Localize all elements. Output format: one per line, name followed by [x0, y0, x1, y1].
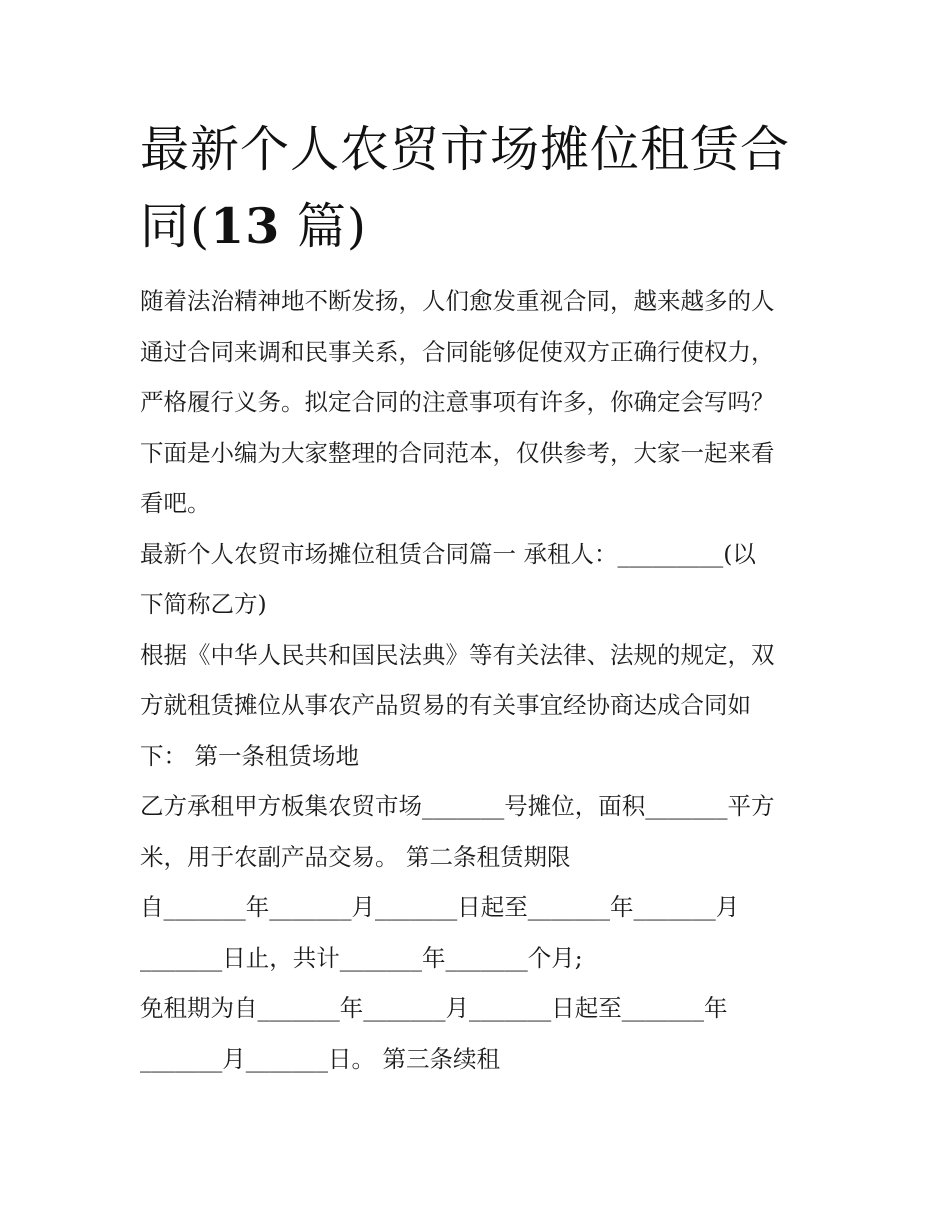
document-body: [140, 276, 820, 1084]
body-line: 免租期为自_______年_______月_______日起至_______年: [140, 994, 728, 1022]
title-line-2-suffix: 篇): [280, 198, 368, 255]
body-line: _______日止，共计_______年_______个月;: [140, 943, 583, 972]
body-line: 自_______年_______月_______日起至_______年_______月: [140, 893, 740, 921]
title-line-1: 最新个人农贸市场摊位租赁合: [140, 121, 791, 178]
title-article-count: 13: [210, 197, 281, 255]
clause-heading-line: _______月_______日。 第三条续租: [140, 1044, 500, 1073]
body-line: 乙方承租甲方板集农贸市场_______号摊位，面积_______平方: [140, 792, 775, 820]
section-heading-line: 最新个人农贸市场摊位租赁合同篇一 承租人：_________(以: [140, 539, 756, 568]
title-line-2-prefix: 同(: [140, 198, 211, 255]
body-line: 看吧。: [140, 489, 211, 517]
body-line: 通过合同来调和民事关系，合同能够促使双方正确行使权力，: [140, 337, 775, 366]
document-title: [140, 112, 820, 265]
clause-heading-line: 下： 第一条租赁场地: [140, 741, 359, 770]
body-line: 下简称乙方): [140, 590, 267, 618]
body-line: 根据《中华人民共和国民法典》等有关法律、法规的规定，双: [140, 640, 775, 669]
body-line: 严格履行义务。拟定合同的注意事项有许多，你确定会写吗？: [140, 388, 775, 416]
body-line: 随着法治精神地不断发扬，人们愈发重视合同，越来越多的人: [140, 287, 775, 315]
body-line: 方就租赁摊位从事农产品贸易的有关事宜经协商达成合同如: [140, 691, 751, 719]
body-line: 下面是小编为大家整理的合同范本，仅供参考，大家一起来看: [140, 438, 775, 467]
clause-heading-line: 米，用于农副产品交易。 第二条租赁期限: [140, 842, 571, 871]
